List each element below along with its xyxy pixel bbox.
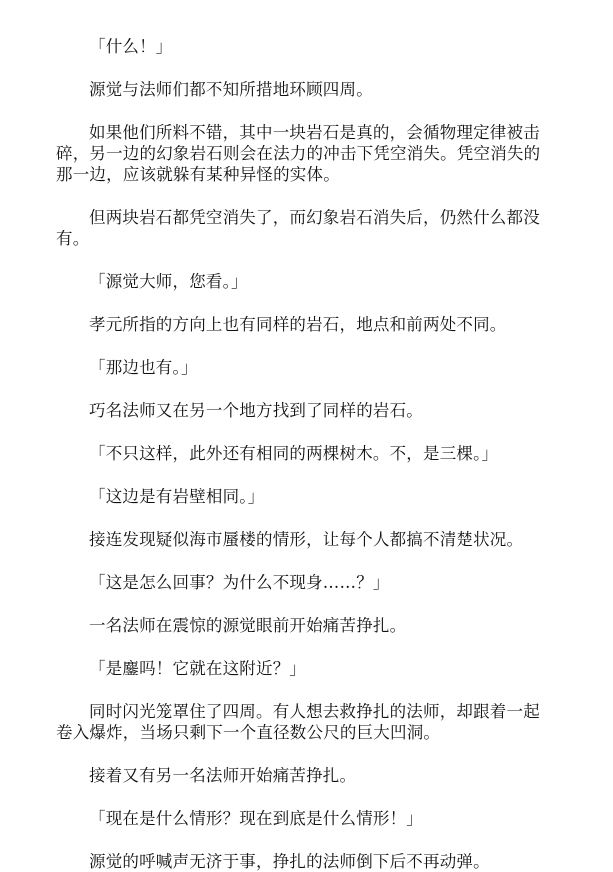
paragraph: 同时闪光笼罩住了四周。有人想去救挣扎的法师，却跟着一起卷入爆炸，当场只剩下一个直径数公尺的巨大凹洞。 (56, 702, 540, 742)
paragraph: 「那边也有。」 (89, 358, 198, 377)
paragraph: 「不只这样，此外还有相同的两棵树木。不，是三棵。」 (89, 444, 499, 463)
paragraph: 源觉的呼喊声无济于事，挣扎的法师倒下后不再动弹。 (89, 852, 490, 871)
paragraph: 接连发现疑似海市蜃楼的情形，让每个人都搞不清楚状况。 (89, 530, 524, 549)
paragraph: 接着又有另一名法师开始痛苦挣扎。 (89, 766, 357, 785)
paragraph: 孝元所指的方向上也有同样的岩石，地点和前两处不同。 (89, 315, 507, 334)
paragraph: 「这边是有岩壁相同。」 (89, 487, 265, 506)
paragraph: 如果他们所料不错，其中一块岩石是真的，会循物理定律被击碎，另一边的幻象岩石则会在法力的冲击下凭空消失。凭空消失的那一边，应该就躲有某种异怪的实体。 (56, 123, 541, 184)
paragraph: 「现在是什么情形？现在到底是什么情形！」 (89, 809, 423, 828)
paragraph: 源觉与法师们都不知所措地环顾四周。 (89, 80, 373, 99)
paragraph: 「源觉大师，您看。」 (89, 272, 248, 291)
paragraph: 一名法师在震惊的源觉眼前开始痛苦挣扎。 (89, 616, 407, 635)
paragraph: 「什么！」 (89, 37, 173, 56)
paragraph: 巧名法师又在另一个地方找到了同样的岩石。 (89, 401, 423, 420)
paragraph: 但两块岩石都凭空消失了，而幻象岩石消失后，仍然什么都没有。 (56, 208, 540, 248)
paragraph: 「这是怎么回事？为什么不现身……？」 (89, 573, 390, 592)
paragraph: 「是鏖吗！它就在这附近？」 (89, 659, 307, 678)
